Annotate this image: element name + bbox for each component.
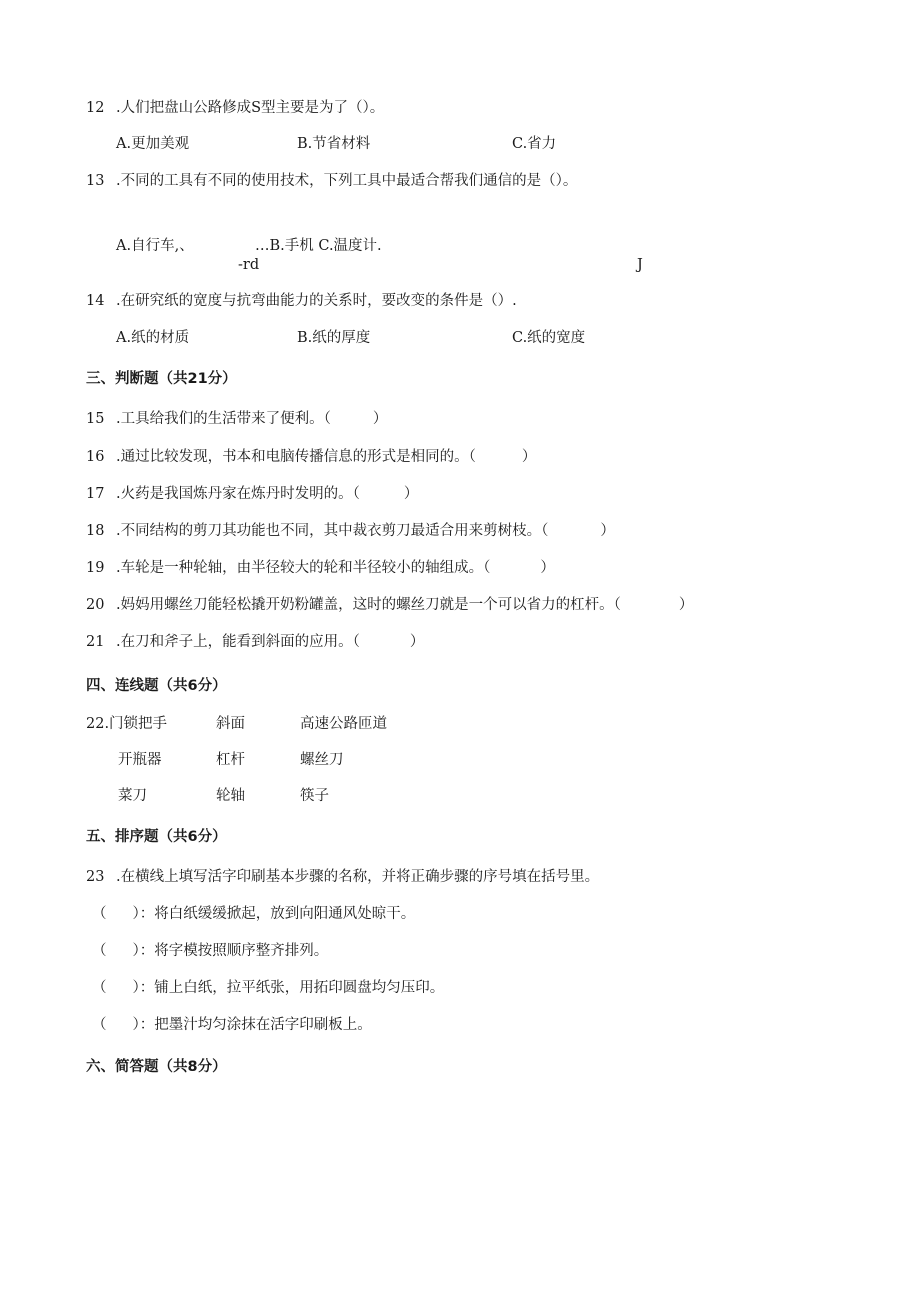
answer-bracket-close: ） bbox=[132, 943, 140, 959]
scan-artifact: -rd bbox=[238, 257, 260, 273]
question-number: 20 bbox=[86, 597, 105, 613]
answer-bracket-close: ） bbox=[409, 634, 425, 650]
judgment-item bbox=[86, 635, 424, 650]
option-c: C.纸的宽度 bbox=[512, 330, 586, 346]
answer-bracket-close: ） bbox=[678, 597, 694, 613]
question-number: 13 bbox=[86, 173, 105, 189]
question-number: 14 bbox=[86, 293, 105, 309]
question-13 bbox=[86, 174, 577, 189]
question-text: .车轮是一种轮轴，由半径较大的轮和半径较小的轴组成。（ bbox=[116, 560, 491, 576]
answer-bracket-close: ） bbox=[132, 906, 140, 922]
step-text: ：把墨汁均匀涂抹在活字印刷板上。 bbox=[139, 1017, 372, 1033]
judgment-item bbox=[86, 412, 387, 427]
step-text: ：将白纸缓缓掀起，放到向阳通风处晾干。 bbox=[139, 906, 416, 922]
answer-bracket-open: （ bbox=[92, 906, 107, 922]
answer-bracket-close: ） bbox=[540, 560, 555, 576]
answer-bracket-open: （ bbox=[92, 1017, 107, 1033]
answer-bracket-close: ） bbox=[521, 449, 537, 465]
option-a: A.纸的材质 bbox=[116, 330, 190, 346]
question-number: 15 bbox=[86, 411, 105, 427]
answer-bracket-close: ） bbox=[403, 486, 419, 502]
question-number: 17 bbox=[86, 486, 105, 502]
option-b: B.纸的厚度 bbox=[297, 330, 371, 346]
answer-bracket-close: ） bbox=[132, 980, 140, 996]
question-text: .在刀和斧子上，能看到斜面的应用。（ bbox=[116, 634, 360, 650]
matching-item: 筷子 bbox=[300, 788, 329, 804]
matching-item: 开瓶器 bbox=[118, 752, 162, 768]
judgment-item bbox=[86, 487, 418, 502]
option-a: A.更加美观 bbox=[116, 136, 190, 152]
question-14 bbox=[86, 294, 517, 309]
matching-item: 轮轴 bbox=[216, 788, 245, 804]
question-text: .人们把盘山公路修成S型主要是为了（）。 bbox=[116, 100, 385, 116]
matching-item: 螺丝刀 bbox=[300, 752, 344, 768]
judgment-item bbox=[86, 524, 615, 539]
ordering-step bbox=[92, 1018, 372, 1033]
question-text: .在研究纸的宽度与抗弯曲能力的关系时，要改变的条件是（）. bbox=[116, 293, 517, 309]
question-text: .在横线上填写活字印刷基本步骤的名称，并将正确步骤的序号填在括号里。 bbox=[116, 869, 600, 885]
answer-bracket-open: （ bbox=[92, 980, 107, 996]
section-heading-judgment: 三、判断题（共21分） bbox=[86, 371, 237, 387]
answer-bracket-close: ） bbox=[132, 1017, 140, 1033]
matching-item: 杠杆 bbox=[216, 752, 245, 768]
judgment-item bbox=[86, 450, 536, 465]
scan-artifact: J bbox=[637, 257, 643, 273]
question-text: .不同的工具有不同的使用技术，下列工具中最适合帮我们通信的是（）。 bbox=[116, 173, 578, 189]
step-text: ：将字模按照顺序整齐排列。 bbox=[139, 943, 329, 959]
matching-item: 高速公路匝道 bbox=[300, 716, 387, 732]
question-text: .火药是我国炼丹家在炼丹时发明的。（ bbox=[116, 486, 360, 502]
matching-item: 斜面 bbox=[216, 716, 245, 732]
question-number: 12 bbox=[86, 100, 105, 116]
answer-bracket-close: ） bbox=[600, 523, 615, 539]
question-12 bbox=[86, 101, 384, 116]
answer-bracket-open: （ bbox=[92, 943, 107, 959]
question-number: 16 bbox=[86, 449, 105, 465]
option-b: B.节省材料 bbox=[297, 136, 371, 152]
ordering-step bbox=[92, 944, 328, 959]
ordering-step bbox=[92, 907, 415, 922]
option-a: A.自行车,、 bbox=[116, 238, 194, 254]
matching-item: 22.门锁把手 bbox=[86, 716, 168, 732]
question-text: .通过比较发现，书本和电脑传播信息的形式是相同的。（ bbox=[116, 449, 476, 465]
section-heading-matching: 四、连线题（共6分） bbox=[86, 678, 227, 694]
question-number: 23 bbox=[86, 869, 105, 885]
section-heading-short-answer: 六、简答题（共8分） bbox=[86, 1059, 227, 1075]
section-heading-ordering: 五、排序题（共6分） bbox=[86, 829, 227, 845]
question-number: 18 bbox=[86, 523, 105, 539]
judgment-item bbox=[86, 598, 693, 613]
option-b-c: …B.手机 C.温度计. bbox=[255, 238, 382, 254]
ordering-step bbox=[92, 981, 444, 996]
answer-bracket-close: ） bbox=[372, 411, 388, 427]
question-text: .工具给我们的生活带来了便利。（ bbox=[116, 411, 331, 427]
step-text: ：铺上白纸，拉平纸张，用拓印圆盘均匀压印。 bbox=[139, 980, 445, 996]
question-23 bbox=[86, 870, 599, 885]
question-text: .不同结构的剪刀其功能也不同，其中裁衣剪刀最适合用来剪树枝。（ bbox=[116, 523, 549, 539]
question-number: 19 bbox=[86, 560, 105, 576]
judgment-item bbox=[86, 561, 555, 576]
question-number: 21 bbox=[86, 634, 105, 650]
matching-item: 菜刀 bbox=[118, 788, 147, 804]
question-text: .妈妈用螺丝刀能轻松撬开奶粉罐盖，这时的螺丝刀就是一个可以省力的杠杆。（ bbox=[116, 597, 621, 613]
option-c: C.省力 bbox=[512, 136, 557, 152]
